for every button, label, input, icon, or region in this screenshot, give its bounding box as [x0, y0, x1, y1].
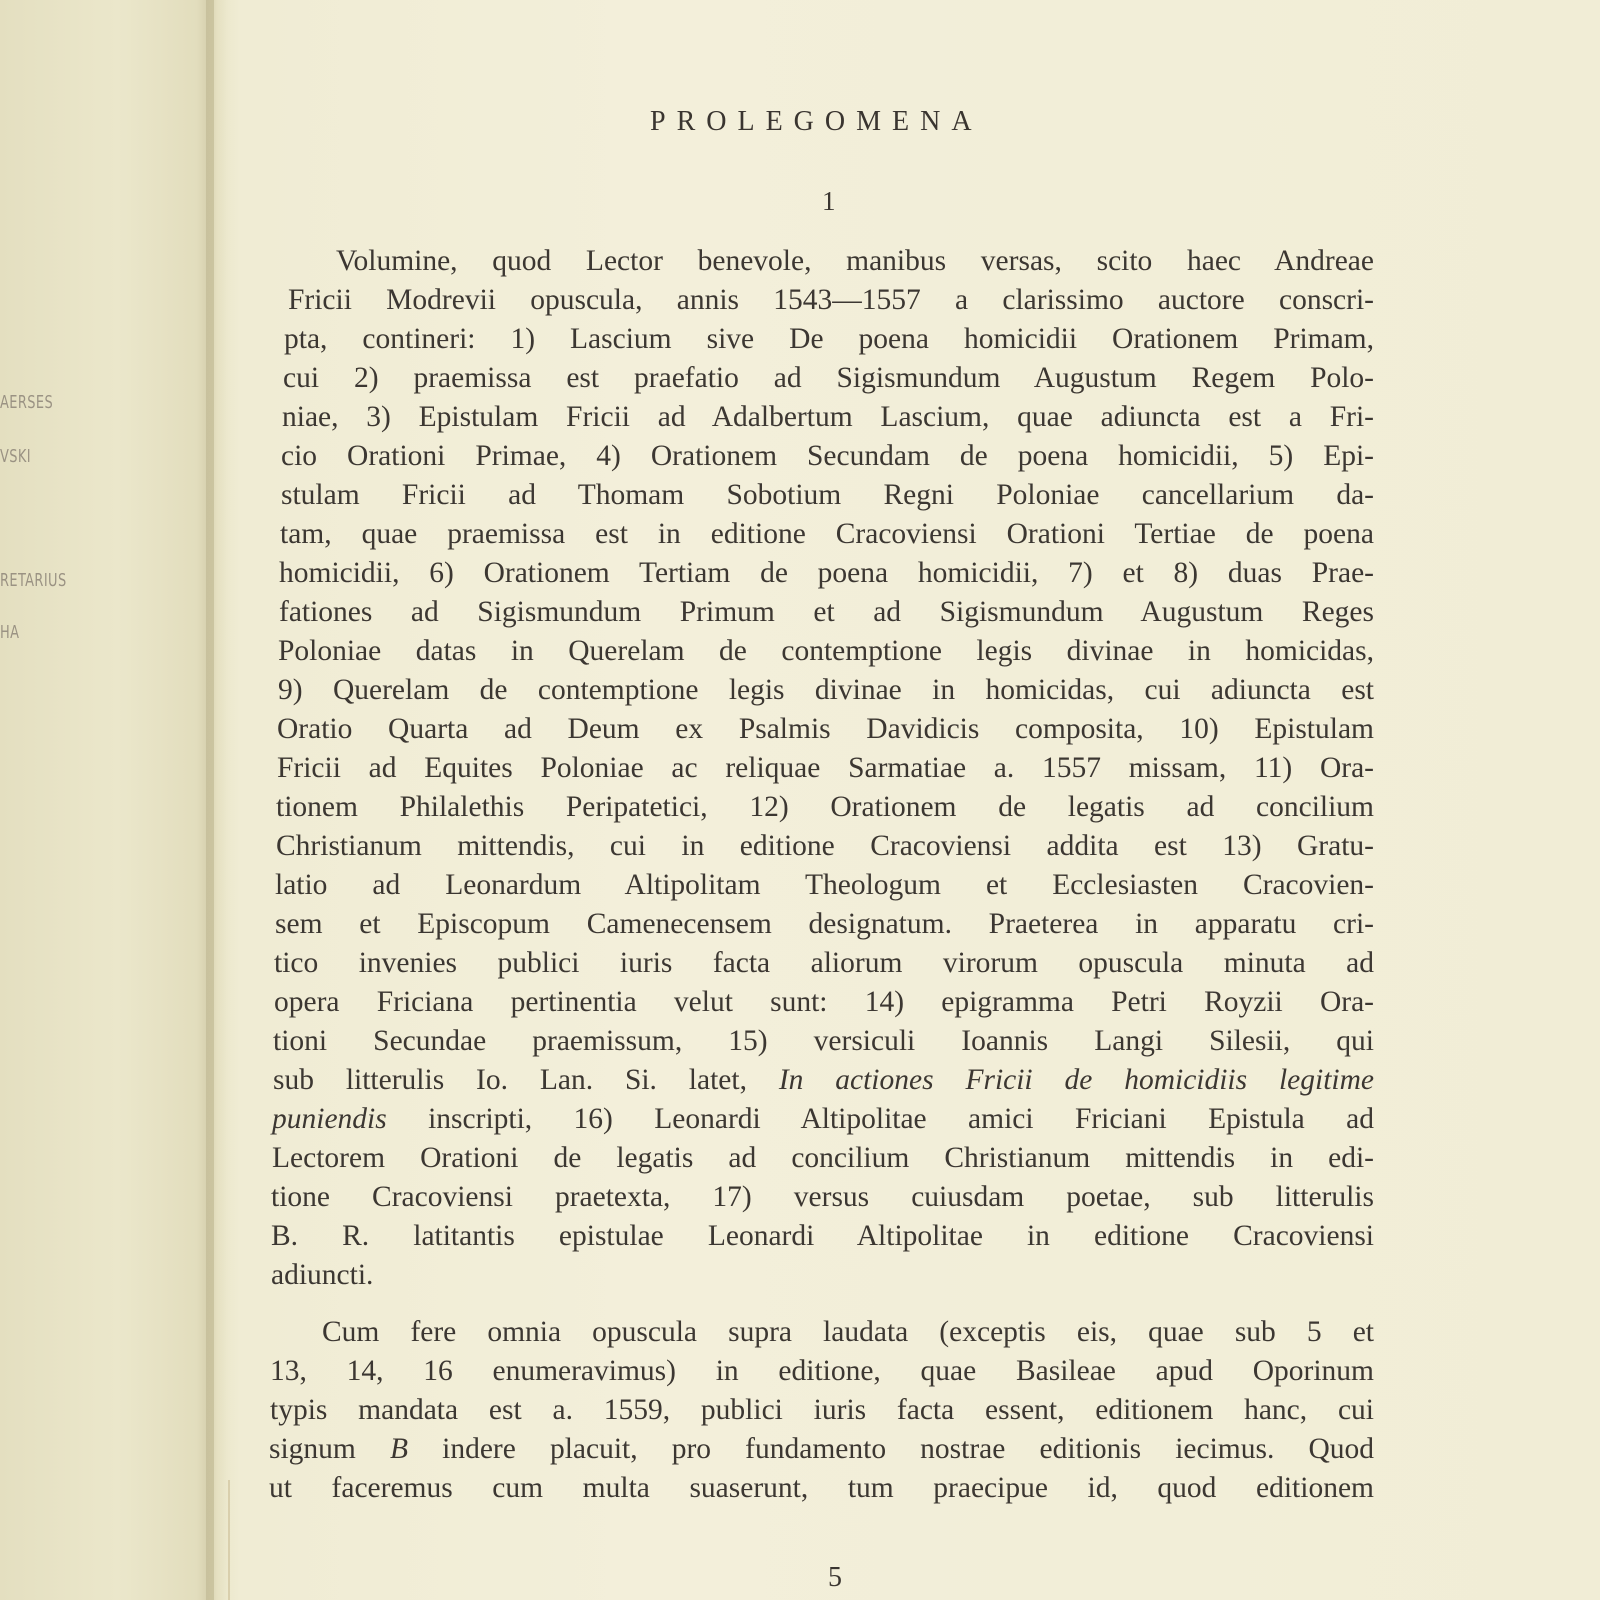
text-line: Fricii ad Equites Poloniae ac reliquae Sarmatiae a. 1557 missam, 11) Ora-: [277, 752, 1374, 784]
text-line: cui 2) praemissa est praefatio ad Sigismundum Augustum Regem Polo-: [283, 362, 1374, 394]
section-number: 1: [822, 186, 836, 216]
text-segment: indere placuit, pro fundamento nostrae editionis iecimus. Quod: [408, 1433, 1374, 1465]
text-line: tam, quae praemissa est in editione Cracoviensi Orationi Tertiae de poena: [280, 518, 1374, 550]
text-line: Cum fere omnia opuscula supra laudata (exceptis eis, quae sub 5 et: [322, 1316, 1374, 1348]
text-line: pta, contineri: 1) Lascium sive De poena homicidii Orationem Primam,: [284, 323, 1374, 355]
text-line: tico invenies publici iuris facta aliorum virorum opuscula minuta ad: [274, 947, 1374, 979]
italic-signum: B: [390, 1433, 409, 1465]
book-gutter: [206, 0, 228, 1600]
margin-note: AERSES: [0, 392, 54, 413]
text-line: Poloniae datas in Querelam de contemptione legis divinae in homicidas,: [278, 635, 1374, 667]
page-title: PROLEGOMENA: [650, 106, 983, 137]
text-line: typis mandata est a. 1559, publici iuris facta essent, editionem hanc, cui: [270, 1394, 1374, 1426]
text-line: homicidii, 6) Orationem Tertiam de poena homicidii, 7) et 8) duas Prae-: [279, 557, 1374, 589]
text-line: ut faceremus cum multa suaserunt, tum praecipue id, quod editionem: [269, 1472, 1374, 1504]
text-line: Fricii Modrevii opuscula, annis 1543—1557 a clarissimo auctore conscri-: [288, 284, 1374, 316]
text-line: 13, 14, 16 enumeravimus) in editione, quae Basileae apud Oporinum: [270, 1355, 1374, 1387]
margin-note: HA: [0, 622, 20, 643]
text-line: Lectorem Orationi de legatis ad concilium Christianum mittendis in edi-: [272, 1142, 1374, 1174]
page-number: 5: [828, 1562, 842, 1593]
margin-note: RETARIUS: [0, 570, 67, 591]
text-line: tione Cracoviensi praetexta, 17) versus cuiusdam poetae, sub litterulis: [271, 1181, 1374, 1213]
text-line: [272, 1100, 1374, 1138]
margin-note: VSKI: [0, 446, 31, 467]
text-line: stulam Fricii ad Thomam Sobotium Regni Poloniae cancellarium da-: [281, 479, 1374, 511]
gutter-crease: [228, 1480, 230, 1600]
text-line: tioni Secundae praemissum, 15) versiculi Ioannis Langi Silesii, qui: [273, 1025, 1374, 1057]
text-line: B. R. latitantis epistulae Leonardi Altipolitae in editione Cracoviensi: [271, 1220, 1374, 1252]
text-line: Volumine, quod Lector benevole, manibus versas, scito haec Andreae: [336, 245, 1374, 277]
text-line: cio Orationi Primae, 4) Orationem Secundam de poena homicidii, 5) Epi-: [281, 440, 1374, 472]
text-line: fationes ad Sigismundum Primum et ad Sigismundum Augustum Reges: [279, 596, 1374, 628]
text-segment: signum: [269, 1433, 390, 1465]
text-segment: sub litterulis Io. Lan. Si. latet,: [273, 1064, 747, 1096]
left-page: [0, 0, 214, 1600]
text-line: niae, 3) Epistulam Fricii ad Adalbertum Lascium, quae adiuncta est a Fri-: [282, 401, 1374, 433]
text-segment: inscripti, 16) Leonardi Altipolitae amici Friciani Epistula ad: [386, 1103, 1374, 1135]
italic-title: puniendis: [272, 1103, 387, 1135]
text-line: sem et Episcopum Camenecensem designatum. Praeterea in apparatu cri-: [275, 908, 1374, 940]
text-line: adiuncti.: [271, 1259, 374, 1291]
text-line: latio ad Leonardum Altipolitam Theologum et Ecclesiasten Cracovien-: [275, 869, 1374, 901]
italic-title: In actiones Fricii de homicidiis legitime: [778, 1064, 1374, 1096]
text-line: Christianum mittendis, cui in editione Cracoviensi addita est 13) Gratu-: [276, 830, 1374, 862]
text-line: [273, 1061, 1374, 1099]
text-line: [269, 1430, 1374, 1468]
text-line: opera Friciana pertinentia velut sunt: 14) epigramma Petri Royzii Ora-: [274, 986, 1374, 1018]
text-line: tionem Philalethis Peripatetici, 12) Orationem de legatis ad concilium: [276, 791, 1374, 823]
text-line: 9) Querelam de contemptione legis divinae in homicidas, cui adiuncta est: [278, 674, 1374, 706]
text-line: Oratio Quarta ad Deum ex Psalmis Davidicis composita, 10) Epistulam: [277, 713, 1374, 745]
